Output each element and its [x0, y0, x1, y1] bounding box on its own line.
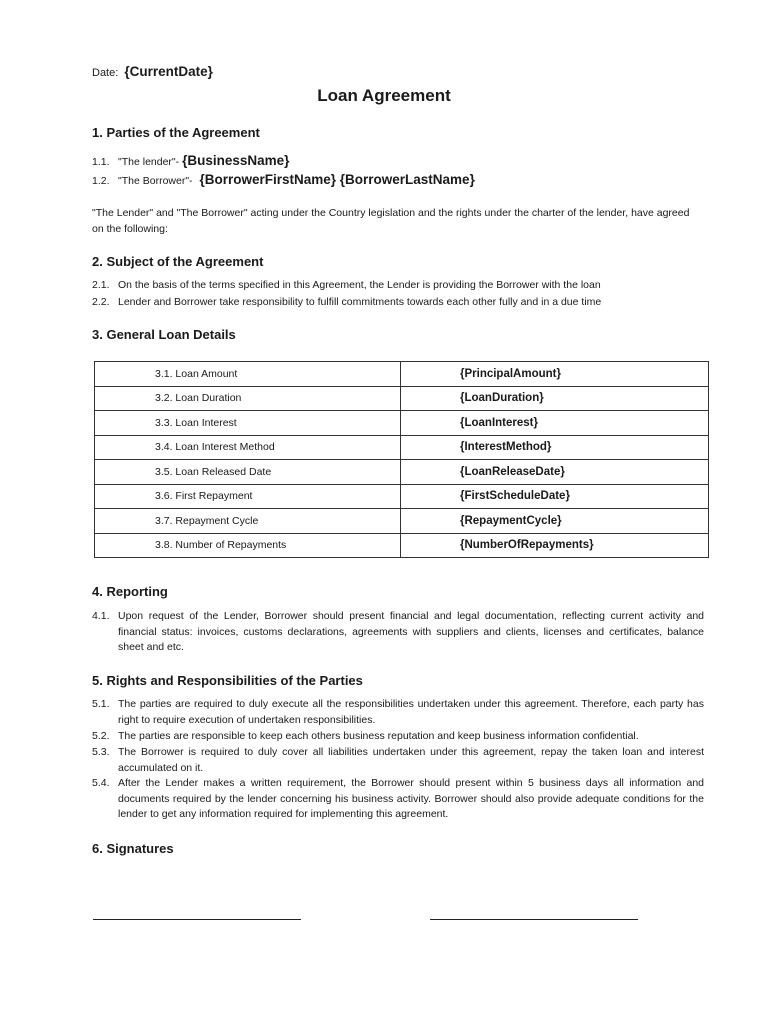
item-number: 5.2.	[92, 730, 110, 742]
section-3-heading: 3. General Loan Details	[92, 327, 236, 342]
item-number: 4.1.	[92, 610, 110, 622]
section-2-heading: 2. Subject of the Agreement	[92, 254, 264, 269]
section-4-heading: 4. Reporting	[92, 584, 168, 599]
section-5-heading: 5. Rights and Responsibilities of the Parties	[92, 673, 363, 688]
table-row	[95, 411, 709, 436]
party-value: {BorrowerFirstName} {BorrowerLastName}	[199, 172, 475, 187]
row-label: 3.8. Number of Repayments	[95, 533, 401, 558]
section-6-heading: 6. Signatures	[92, 841, 174, 856]
parties-paragraph: "The Lender" and "The Borrower" acting under the Country legislation and the rights under the charter of the lender, have agreed on the following:	[92, 207, 690, 235]
list-item	[92, 776, 704, 823]
item-text: The Borrower is required to duly cover all liabilities undertaken under this agreement, repay the taken loan and interest accumulated on it.	[118, 746, 704, 774]
item-number: 5.4.	[92, 777, 110, 789]
page-title: Loan Agreement	[317, 86, 451, 105]
row-value: {LoanDuration}	[401, 386, 709, 411]
row-value: {InterestMethod}	[401, 435, 709, 460]
table-row	[95, 533, 709, 558]
list-item	[92, 729, 704, 745]
date-label: Date:	[92, 67, 119, 79]
section-1-heading: 1. Parties of the Agreement	[92, 125, 260, 140]
row-label: 3.2. Loan Duration	[95, 386, 401, 411]
list-item	[92, 745, 704, 776]
item-number: 1.2.	[92, 175, 110, 187]
row-label: 3.4. Loan Interest Method	[95, 435, 401, 460]
row-value: {FirstScheduleDate}	[401, 484, 709, 509]
table-row	[95, 460, 709, 485]
item-text: The parties are required to duly execute all the responsibilities undertaken under this agreement. Therefore, each party has right to require execution of undertaken responsibilities.	[118, 698, 704, 726]
list-item	[92, 609, 704, 656]
list-item	[92, 279, 601, 291]
item-number: 1.1.	[92, 156, 110, 168]
row-label: 3.1. Loan Amount	[95, 362, 401, 387]
row-value: {LoanInterest}	[401, 411, 709, 436]
party-borrower	[92, 172, 475, 187]
date-value: {CurrentDate}	[124, 64, 213, 79]
item-text: On the basis of the terms specified in this Agreement, the Lender is providing the Borrower with the loan	[118, 279, 601, 291]
row-label: 3.6. First Repayment	[95, 484, 401, 509]
table-row	[95, 362, 709, 387]
item-text: The parties are responsible to keep each others business reputation and keep business information confidential.	[118, 730, 639, 742]
loan-details-table	[94, 361, 709, 558]
lender-signature-line	[93, 919, 301, 920]
table-row	[95, 435, 709, 460]
table-row	[95, 484, 709, 509]
table-row	[95, 386, 709, 411]
row-label: 3.5. Loan Released Date	[95, 460, 401, 485]
list-item	[92, 697, 704, 728]
row-label: 3.3. Loan Interest	[95, 411, 401, 436]
item-number: 2.2.	[92, 296, 110, 308]
date-row	[92, 64, 213, 79]
table-row	[95, 509, 709, 534]
row-value: {PrincipalAmount}	[401, 362, 709, 387]
party-label: "The lender"-	[118, 156, 180, 168]
row-value: {NumberOfRepayments}	[401, 533, 709, 558]
row-value: {LoanReleaseDate}	[401, 460, 709, 485]
item-text: Lender and Borrower take responsibility to fulfill commitments towards each other fully and in a due time	[118, 296, 602, 308]
borrower-signature-line	[430, 919, 638, 920]
item-number: 5.3.	[92, 746, 110, 758]
party-lender	[92, 153, 289, 168]
item-number: 2.1.	[92, 279, 110, 291]
item-text: Upon request of the Lender, Borrower should present financial and legal documentation, reflecting current activity and financial status: invoices, customs declarations, agreements with suppliers and clients, licenses and certificates, balance sheet and etc.	[118, 610, 704, 653]
party-label: "The Borrower"-	[118, 175, 193, 187]
list-item	[92, 296, 601, 308]
party-value: {BusinessName}	[182, 153, 290, 168]
item-text: After the Lender makes a written requirement, the Borrower should present within 5 business days all information and documents required by the lender concerning his business activity. Borrower should also provide adequate conditions for the lender to get any information required for implementing this agreement.	[118, 777, 704, 820]
row-value: {RepaymentCycle}	[401, 509, 709, 534]
row-label: 3.7. Repayment Cycle	[95, 509, 401, 534]
item-number: 5.1.	[92, 698, 110, 710]
